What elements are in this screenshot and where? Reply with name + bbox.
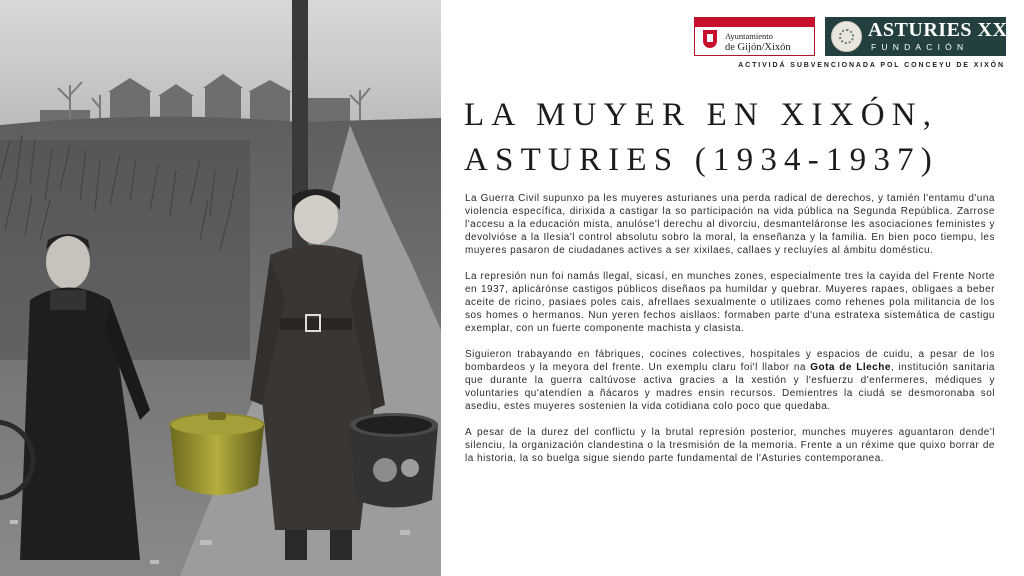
gijon-logo-line2: de Gijón/Xixón bbox=[725, 42, 791, 53]
shield-icon bbox=[703, 30, 717, 48]
title-line-1: LA MUYER EN XIXÓN, bbox=[464, 97, 939, 133]
paragraph-3-start: Siguieron trabayando en fábriques, cocines colectives, hospitales y espacios de cuidu, a pesar de los bombardeos y la meyora del frente. Un exemplu claru foi'l llabor na bbox=[465, 349, 995, 373]
gijon-council-logo bbox=[694, 17, 815, 56]
gijon-logo-line1: Ayuntamiento bbox=[725, 31, 773, 41]
paragraph-1: La Guerra Civil supunxo pa les muyeres asturianes una perda radical de derechos, y tamién l'entamu d'una violencia específica, dirixida a castigar la so participación na vida pública na Segunda República. Zarrose l'accesu a la educación mista, anulóse'l derechu al divorciu, desmanteláronse les asociaciones feministes y devolvióse a la Ilesia'l control absolutu sobro la moral, la enseñanza y la familia. En bien poco tiempu, les muyeres pasaron de ciudadanes actives a ser xixilaes, callaes y recluyíes al ámbitu domésticu. bbox=[465, 193, 995, 256]
paragraph-2: La represión nun foi namás llegal, sicasí, en munches zones, especialmente tres la cayida del Frente Norte en 1937, aplicárónse castigos públicos diseñaos pa humildar y quebrar. Muyeres rapaes, obligaes a beber aceite de ricino, pasiaes poles cais, afrellaes sexualmente o utilizaes como rehenes pola militancia de los sos homes o hermanos. Nun yeren fechos aisllaos: formaben parte d'una estratexa sistemática de castigu exemplar, con un fuerte componente machista y clasista. bbox=[465, 271, 995, 334]
body-text bbox=[465, 192, 995, 478]
paragraph-4: A pesar de la durez del conflictu y la brutal represión posterior, munches muyeres aguantaron dende'l silenciu, la organización clandestina o la tresmisión de la memoria. Frente a un réxime que quixo borrar de la historia, la so buelga sigue siendo parte fundamental de l'Asturies contemporanea. bbox=[465, 427, 995, 464]
logo-top-band bbox=[695, 18, 814, 27]
foundation-emblem-icon bbox=[831, 21, 862, 52]
historic-photo bbox=[0, 0, 441, 576]
asturies-logo-name: ASTURIES XXI bbox=[868, 19, 1016, 41]
paragraph-3 bbox=[465, 348, 995, 413]
asturies-logo-sub: FUNDACIÓN bbox=[871, 42, 969, 52]
paragraph-3-end: , institución sanitaria que durante la guerra caltúvose activa gracies a la xestión y l'esfuerzu d'enfermeres, médiques y voluntaries qu'atendíen a ñácaros y madres ensin recursos. Demientres la ciudá se desmoronaba sol asediu, estes muyeres sostenien la vida cotidiana colo poco que quedaba. bbox=[465, 362, 995, 412]
page-title bbox=[464, 93, 1009, 183]
cooking-pot bbox=[169, 412, 265, 495]
title-line-2: ASTURIES (1934-1937) bbox=[464, 142, 939, 178]
asturies-xxi-logo bbox=[825, 17, 1016, 56]
photo-illustration bbox=[0, 0, 441, 576]
subsidy-notice: ACTIVIDÁ SUBVENCIONADA POL CONCEYU DE XIXÓN bbox=[738, 62, 1005, 69]
bucket bbox=[350, 413, 438, 508]
gota-de-lleche-highlight: Gota de Lleche bbox=[810, 362, 891, 373]
